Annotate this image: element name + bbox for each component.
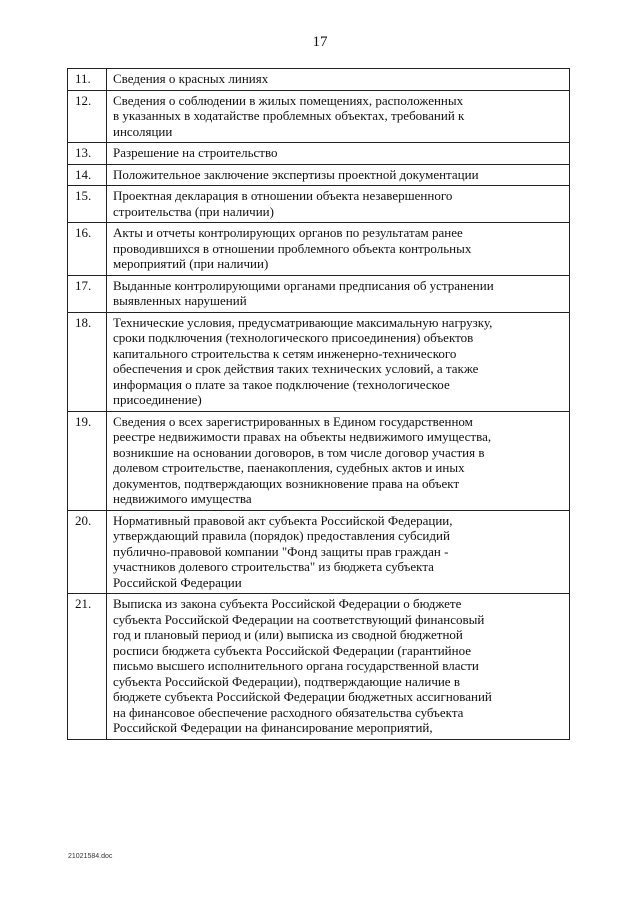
row-text xyxy=(107,312,570,411)
row-number: 11. xyxy=(68,69,107,91)
row-text-line: реестре недвижимости правах на объекты недвижимого имущества, xyxy=(113,429,492,444)
row-number: 12. xyxy=(68,90,107,143)
row-text-line: инсоляции xyxy=(113,123,173,139)
row-text-line: обеспечения и срок действия таких технических условий, а также xyxy=(113,361,479,376)
row-text-line: капитального строительства к сетям инженерно-технического xyxy=(113,345,457,361)
row-text-line: Положительное заключение экспертизы проектной документации xyxy=(113,166,479,182)
row-text-line: Нормативный правовой акт субъекта Российской Федерации, xyxy=(113,512,453,528)
row-text-line: информация о плате за такое подключение (технологическое xyxy=(113,376,450,392)
row-text-line: выявленных нарушений xyxy=(113,293,247,308)
row-number: 14. xyxy=(68,164,107,186)
row-text xyxy=(107,143,570,165)
row-number: 13. xyxy=(68,143,107,165)
table-row xyxy=(68,69,570,91)
documents-table-body xyxy=(68,69,570,740)
documents-table xyxy=(67,68,570,740)
table-row xyxy=(68,275,570,312)
table-row xyxy=(68,223,570,276)
row-text-line: строительства (при наличии) xyxy=(113,203,274,219)
row-number: 20. xyxy=(68,510,107,594)
row-text xyxy=(107,90,570,143)
row-text xyxy=(107,164,570,186)
row-text-line: росписи бюджета субъекта Российской Федерации (гарантийное xyxy=(113,642,472,658)
row-text-line: Сведения о красных линиях xyxy=(113,71,269,86)
row-text-line: год и плановый период и (или) выписка из сводной бюджетной xyxy=(113,627,463,642)
row-text-line: Выданные контролирующими органами предписания об устранении xyxy=(113,277,494,293)
page-number: 17 xyxy=(312,34,328,50)
row-number: 17. xyxy=(68,275,107,312)
row-text-line: публично-правовой компании "Фонд защиты прав граждан - xyxy=(113,543,449,559)
table-row xyxy=(68,164,570,186)
row-text-line: Акты и отчеты контролирующих органов по результатам ранее xyxy=(113,225,463,240)
table-row xyxy=(68,143,570,165)
table-row xyxy=(68,312,570,411)
row-text xyxy=(107,510,570,594)
row-text-line: Технические условия, предусматривающие максимальную нагрузку, xyxy=(113,314,493,330)
row-text xyxy=(107,69,570,91)
row-text-line: в указанных в ходатайстве проблемных объектах, требований к xyxy=(113,108,465,123)
row-number: 19. xyxy=(68,411,107,510)
row-text-line: Сведения о всех зарегистрированных в Едином государственном xyxy=(113,413,473,429)
row-text-line: долевом строительстве, паенакопления, судебных актов и иных xyxy=(113,460,465,475)
row-number: 18. xyxy=(68,312,107,411)
row-text xyxy=(107,223,570,276)
table-row xyxy=(68,411,570,510)
row-text-line: Разрешение на строительство xyxy=(113,145,278,160)
row-text-line: утверждающий правила (порядок) предоставления субсидий xyxy=(113,528,450,543)
row-text-line: субъекта Российской Федерации на соответствующий финансовый xyxy=(113,611,485,627)
row-text-line: мероприятий (при наличии) xyxy=(113,256,269,271)
row-text-line: субъекта Российской Федерации), подтверждающие наличие в xyxy=(113,673,460,689)
table-row xyxy=(68,186,570,223)
row-text xyxy=(107,411,570,510)
row-text-line: присоединение) xyxy=(113,392,202,407)
row-text-line: документов, подтверждающих возникновение права на объект xyxy=(113,475,460,491)
row-text xyxy=(107,186,570,223)
table-row xyxy=(68,510,570,594)
row-number: 16. xyxy=(68,223,107,276)
row-text xyxy=(107,275,570,312)
row-number: 15. xyxy=(68,186,107,223)
row-text-line: письмо высшего исполнительного органа государственной власти xyxy=(113,658,479,673)
table-row xyxy=(68,90,570,143)
row-text-line: Российской Федерации xyxy=(113,574,242,590)
row-text-line: бюджете субъекта Российской Федерации бюджетных ассигнований xyxy=(113,689,492,704)
row-text-line: возникшие на основании договоров, в том числе договор участия в xyxy=(113,444,485,460)
row-text-line: Выписка из закона субъекта Российской Федерации о бюджете xyxy=(113,596,462,611)
row-text-line: участников долевого строительства" из бюджета субъекта xyxy=(113,559,434,574)
row-text-line: проводившихся в отношении проблемного объекта контрольных xyxy=(113,240,472,256)
row-text xyxy=(107,594,570,740)
row-text-line: Сведения о соблюдении в жилых помещениях, расположенных xyxy=(113,92,464,108)
row-number: 21. xyxy=(68,594,107,740)
table-row xyxy=(68,594,570,740)
row-text-line: Российской Федерации на финансирование мероприятий, xyxy=(113,720,433,735)
row-text-line: на финансовое обеспечение расходного обязательства субъекта xyxy=(113,704,464,720)
row-text-line: недвижимого имущества xyxy=(113,491,252,506)
row-text-line: сроки подключения (технологического присоединения) объектов xyxy=(113,330,474,345)
footer-file-name: 21021584.doc xyxy=(68,853,113,860)
row-text-line: Проектная декларация в отношении объекта незавершенного xyxy=(113,188,453,203)
